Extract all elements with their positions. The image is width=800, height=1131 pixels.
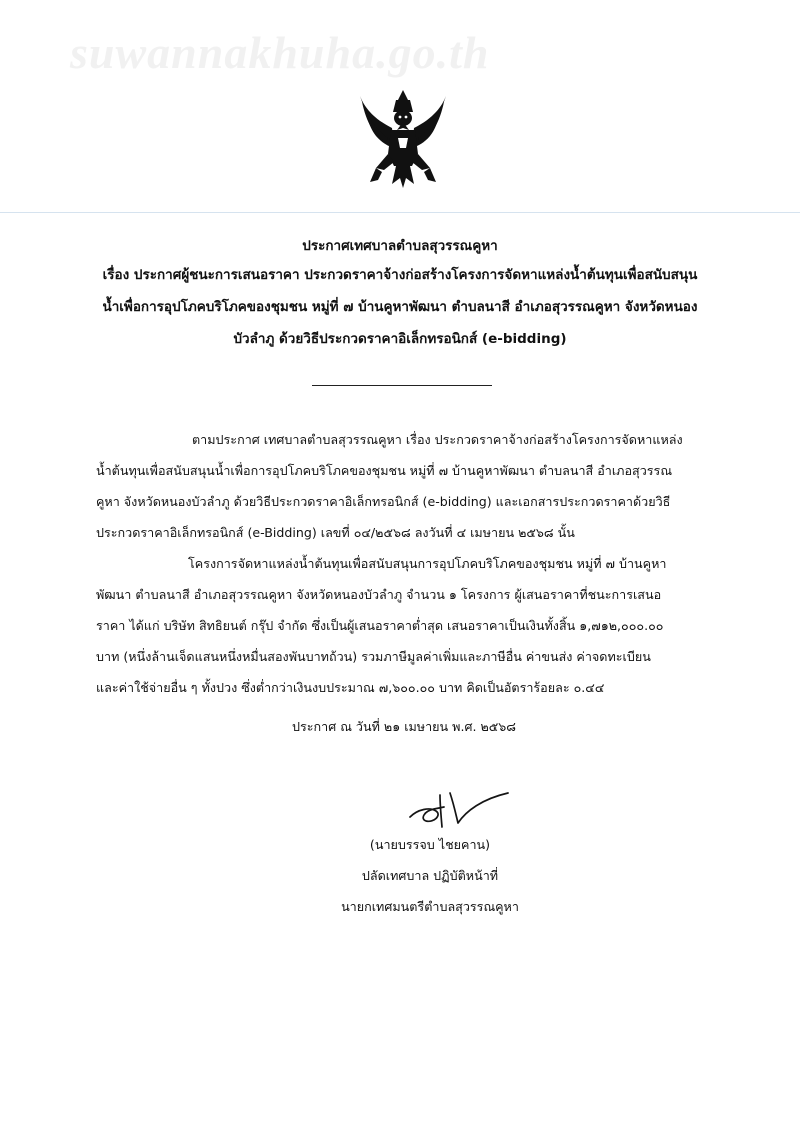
paragraph-1-line: คูหา จังหวัดหนองบัวลำภู ด้วยวิธีประกวดราคาอิเล็กทรอนิกส์ (e-bidding) และเอกสารประกวดราคาด้วยวิธี (96, 494, 671, 509)
signatory-position: ปลัดเทศบาล ปฏิบัติหน้าที่ (361, 868, 499, 883)
handwritten-signature (404, 787, 516, 831)
subject-line-3: บัวลำภู ด้วยวิธีประกวดราคาอิเล็กทรอนิกส์ (e-bidding) (233, 331, 567, 347)
paragraph-2-line: โครงการจัดหาแหล่งน้ำต้นทุนเพื่อสนับสนุนการอุปโภคบริโภคของชุมชน หมู่ที่ ๗ บ้านคูหา (188, 556, 667, 571)
paragraph-2-line: และค่าใช้จ่ายอื่น ๆ ทั้งปวง ซึ่งต่ำกว่าเงินงบประมาณ ๗,๖๐๐.๐๐ บาท คิดเป็นอัตราร้อยละ ๐.๔๔ (96, 680, 605, 695)
signatory-acting-position: นายกเทศมนตรีตำบลสุวรรณคูหา (341, 899, 519, 914)
subject-line-2: น้ำเพื่อการอุปโภคบริโภคของชุมชน หมู่ที่ ๗ บ้านคูหาพัฒนา ตำบลนาสี อำเภอสุวรรณคูหา จังหวัดหนอง (102, 299, 698, 315)
paragraph-2-line: ราคา ได้แก่ บริษัท สิทธิยนต์ กรุ๊ป จำกัด ซึ่งเป็นผู้เสนอราคาต่ำสุด เสนอราคาเป็นเงินทั้งสิ้น ๑,๗๑๒,๐๐๐.๐๐ (96, 618, 664, 633)
signatory-name: (นายบรรจบ ไชยคาน) (369, 837, 491, 852)
paragraph-1-line: ตามประกาศ เทศบาลตำบลสุวรรณคูหา เรื่อง ประกวดราคาจ้างก่อสร้างโครงการจัดหาแหล่ง (192, 432, 683, 447)
top-divider (0, 212, 800, 213)
paragraph-2-line: พัฒนา ตำบลนาสี อำเภอสุวรรณคูหา จังหวัดหนองบัวลำภู จำนวน ๑ โครงการ ผู้เสนอราคาที่ชนะการเสนอ (96, 587, 662, 602)
heading-separator (312, 385, 492, 386)
page-title: ประกาศเทศบาลตำบลสุวรรณคูหา (302, 238, 498, 254)
watermark-text: suwannakhuha.go.th (70, 27, 490, 78)
announcement-date: ประกาศ ณ วันที่ ๒๑ เมษายน พ.ศ. ๒๕๖๘ (292, 719, 517, 734)
paragraph-2-line: บาท (หนึ่งล้านเจ็ดแสนหนึ่งหมื่นสองพันบาทถ้วน) รวมภาษีมูลค่าเพิ่มและภาษีอื่น ค่าขนส่ง ค่าจดทะเบียน (96, 649, 651, 664)
paragraph-1-line: ประกวดราคาอิเล็กทรอนิกส์ (e-Bidding) เลขที่ ๐๔/๒๕๖๘ ลงวันที่ ๔ เมษายน ๒๕๖๘ นั้น (96, 525, 575, 540)
subject-line-1: เรื่อง ประกาศผู้ชนะการเสนอราคา ประกวดราคาจ้างก่อสร้างโครงการจัดหาแหล่งน้ำต้นทุนเพื่อสนับสนุน (102, 267, 698, 283)
garuda-emblem-icon (358, 88, 448, 194)
paragraph-1-line: น้ำต้นทุนเพื่อสนับสนุนน้ำเพื่อการอุปโภคบริโภคของชุมชน หมู่ที่ ๗ บ้านคูหาพัฒนา ตำบลนาสี อำเภอสุวรรณ (96, 463, 673, 478)
